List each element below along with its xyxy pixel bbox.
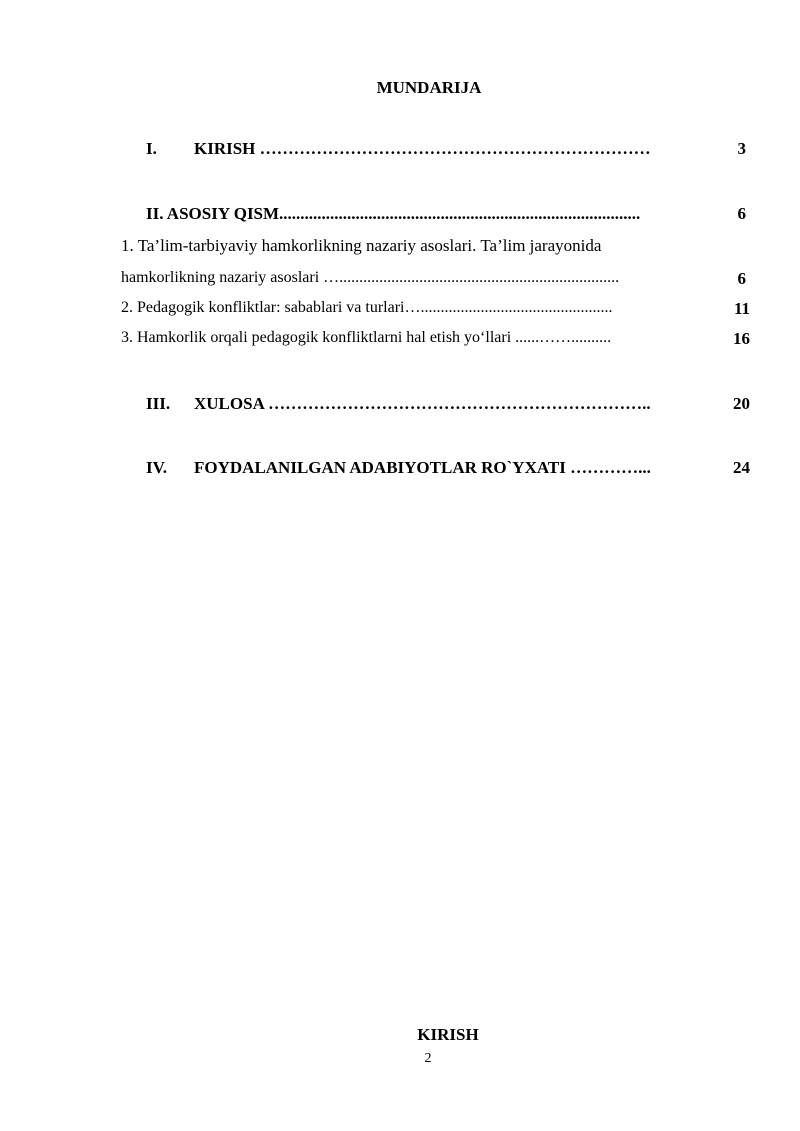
toc-item-asosiy-qism: II. ASOSIY QISM..................................................................................... (146, 204, 641, 223)
next-section-heading: KIRISH (417, 1025, 479, 1044)
toc-item-2: 2. Pedagogik konfliktlar: sabablari va turlari…................................................ (121, 299, 613, 316)
toc-item-adabiyotlar-number: IV. (146, 458, 167, 477)
page-title: MUNDARIJA (376, 78, 482, 97)
toc-item-xulosa-number: III. (146, 394, 171, 413)
toc-item-adabiyotlar-page: 24 (733, 458, 750, 477)
toc-item-adabiyotlar: FOYDALANILGAN ADABIYOTLAR RO`YXATI …………... (194, 458, 651, 477)
toc-item-3-page: 16 (733, 329, 750, 348)
toc-item-2-page: 11 (733, 299, 750, 318)
toc-item-kirish: KIRISH …………………………………………………………… (194, 139, 651, 158)
toc-item-1-line1: 1. Ta’lim-tarbiyaviy hamkorlikning nazariy asoslari. Ta’lim jarayonida (121, 236, 602, 255)
toc-item-asosiy-qism-page: 6 (737, 204, 746, 223)
toc-item-kirish-page: 3 (737, 139, 746, 158)
toc-item-xulosa: XULOSA ………………………………………………………….. (194, 394, 651, 413)
toc-item-xulosa-page: 20 (733, 394, 750, 413)
toc-item-3: 3. Hamkorlik orqali pedagogik konfliktlarni hal etish yo‘llari ......…….......... (121, 329, 612, 346)
toc-item-1-page: 6 (737, 269, 746, 288)
toc-item-kirish-number: I. (146, 139, 157, 158)
page-number: 2 (424, 1051, 432, 1066)
toc-item-1-line2: hamkorlikning nazariy asoslari …...................................................................... (121, 269, 620, 286)
